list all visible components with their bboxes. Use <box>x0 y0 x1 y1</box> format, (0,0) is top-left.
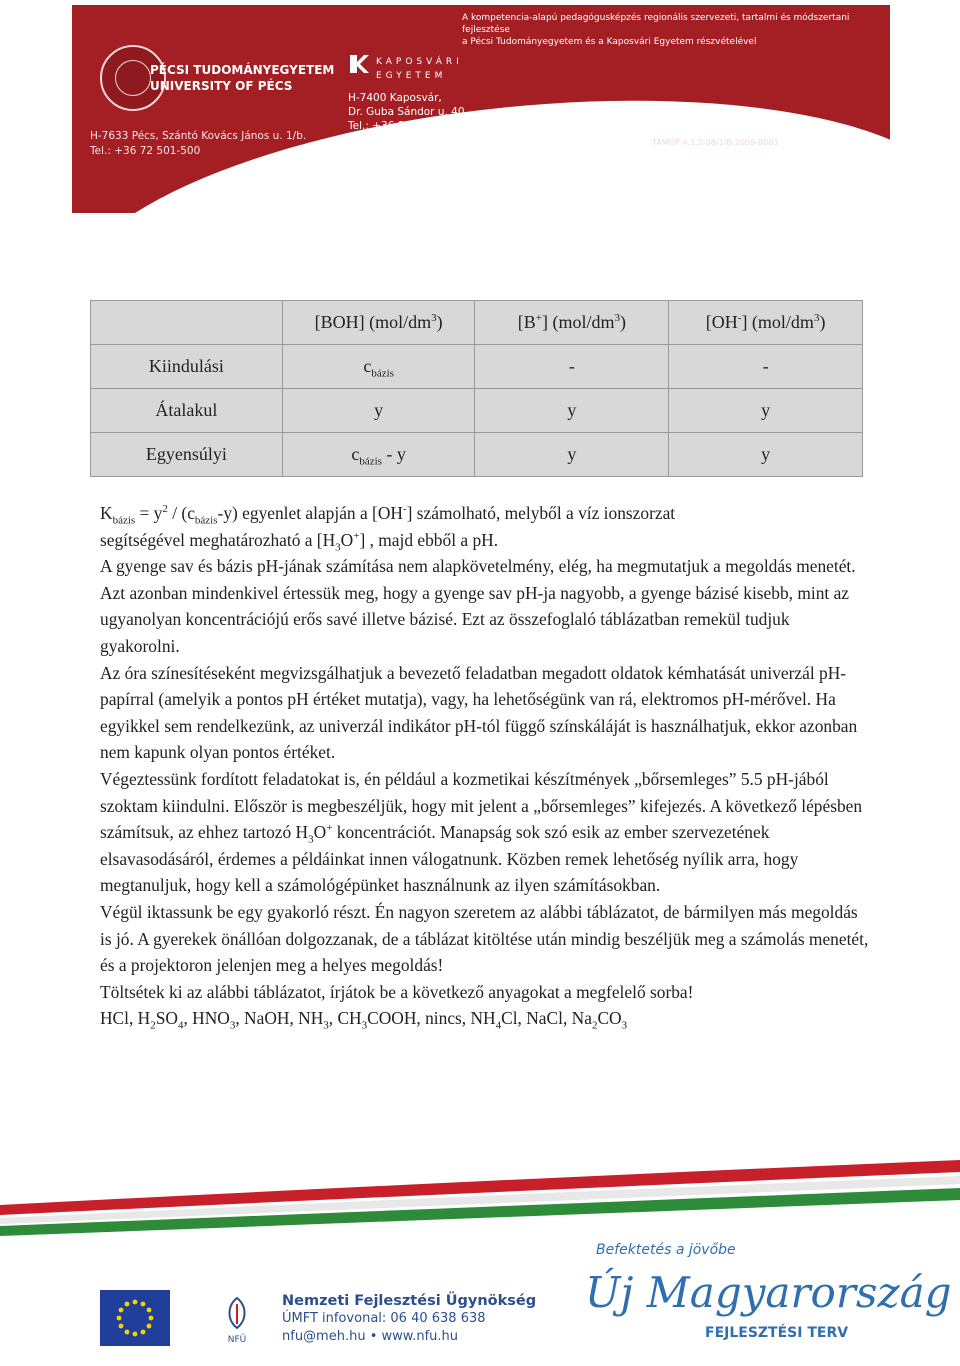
uj-magyarorszag-logo: Új Magyarország <box>585 1268 952 1317</box>
table-row <box>91 345 863 389</box>
table-row <box>91 433 863 477</box>
table-cell: y <box>282 389 475 433</box>
table-header-row <box>91 301 863 345</box>
table-cell: $c_{bázis}$ <box>282 345 475 389</box>
project-title-line2: a Pécsi Tudományegyetem és a Kaposvári Egyetem részvételével <box>462 37 757 47</box>
footer-flag-stripes <box>0 1160 960 1240</box>
nfu-block <box>282 1292 536 1346</box>
table-cell: $c_{bázis}$ - y <box>282 433 475 477</box>
table-cell: y <box>669 389 863 433</box>
chemical-list: HCl, $H_2SO_4$, $HNO_3$, NaOH, $NH_3$, $CH_3COOH$, nincs, $NH_4Cl$, NaCl, $Na_2CO_3$ <box>100 1008 628 1032</box>
paragraph: Töltsétek ki az alábbi táblázatot, írjátok be a következő anyagokat a megfelelő sorba! <box>100 981 694 1002</box>
table-header-cell: [BOH] $(mol/dm^3)$ <box>282 301 475 345</box>
eu-flag-icon <box>100 1290 170 1346</box>
row-label: Kiindulási <box>91 345 283 389</box>
table-row <box>91 389 863 433</box>
ke-address-line2: Dr. Guba Sándor u. 40. <box>348 106 468 118</box>
body-text <box>100 500 870 1032</box>
row-label: Átalakul <box>91 389 283 433</box>
nfu-title: Nemzeti Fejlesztési Ügynökség <box>282 1293 537 1309</box>
nfu-abbr: NFÜ <box>227 1335 247 1345</box>
project-code: TÁMOP-4.1.2-08/1/B-2009-0003 <box>652 138 779 147</box>
pte-name-hu: PÉCSI TUDOMÁNYEGYETEM <box>150 63 335 77</box>
table-cell: y <box>669 433 863 477</box>
kaposvari-logo-icon <box>348 53 370 75</box>
row-label: Egyensúlyi <box>91 433 283 477</box>
project-title-line1: A kompetencia-alapú pedagógusképzés regionális szervezeti, tartalmi és módszertani fejlesztése <box>462 13 850 35</box>
nfu-contact: nfu@meh.hu • www.nfu.hu <box>282 1329 459 1344</box>
table-header-cell: [B+] $(mol/dm^3)$ <box>475 301 669 345</box>
paragraph: Végeztessünk fordított feladatokat is, én például a kozmetikai készítmények „bőrsemleges” 5.5 pH-jából szoktam kiindulni. Először is megbeszéljük, hogy mit jelent a „bőrsemleges” kifejezés. A következő lépésben számítsuk, az ehhez tartozó $H_3O^+$ koncentrációt. Manapság sok szó esik az ember szervezetének elsavasodásáról, érdemes a példáinkat innen válogatnunk. Közben remek lehetőség nyílik arra, hogy megtanuljuk, hogy kell a számológépünket használnunk az ilyen számításokban. <box>100 768 863 896</box>
ke-phone: Tel.: +36 82 505-800 <box>348 120 459 132</box>
ke-name <box>376 55 463 83</box>
pte-name-en: UNIVERSITY OF PÉCS <box>150 79 293 93</box>
equilibrium-table <box>90 300 863 477</box>
table-cell: - <box>669 345 863 389</box>
table-cell: y <box>475 389 669 433</box>
table-header-cell <box>91 301 283 345</box>
pte-address-block <box>90 129 306 159</box>
fejlesztesi-terv: FEJLESZTÉSI TERV <box>705 1325 849 1341</box>
paragraph: Az óra színesítéseként megvizsgálhatjuk a bevezető feladatban megadott oldatok kémhatását univerzál pH-papírral (amelyik a pontos pH értéket mutatja), vagy, ha lehetőségünk van rá, elektromos pH-mérővel. Ha egyikkel sem rendelkezünk, az univerzál indikátor pH-tól függő színskáláját is használhatjuk, ekkor azonban nem kapunk olyan pontos értéket. <box>100 662 858 763</box>
pte-phone: Tel.: +36 72 501-500 <box>90 145 201 157</box>
paragraph: A gyenge sav és bázis pH-jának számítása nem alapkövetelmény, elég, ha megmutatjuk a megoldás menetét. Azt azonban mindenkivel értessük meg, hogy a gyenge sav pH-ja nagyobb, a gyenge bázisé kisebb, mint az ugyanolyan koncentrációjú erős savé illetve bázisé. Ezt az összefoglaló táblázatban remekül tudjuk gyakorolni. <box>100 556 856 656</box>
nfu-logo-icon <box>222 1296 252 1346</box>
header-banner <box>72 5 890 213</box>
slogan: Befektetés a jövőbe <box>596 1242 736 1258</box>
pte-name <box>150 62 334 94</box>
ke-address-line1: H-7400 Kaposvár, <box>348 92 442 104</box>
table-cell: y <box>475 433 669 477</box>
ke-name-line1: KAPOSVÁRI <box>376 57 463 67</box>
formula-paragraph: $K_{bázis} = y^2 / (c_{bázis}-y)$ egyenlet alapján a [OH-] számolható, melyből a víz ionszorzat segítségével meghatározható a $[H_3O^+]$ , majd ebből a pH. <box>100 503 676 554</box>
paragraph: Végül iktassunk be egy gyakorló részt. Én nagyon szeretem az alábbi táblázatot, de bármilyen más megoldás is jó. A gyerekek önállóan dolgozzanak, de a táblázat kitöltése után mindig beszéljük meg a számolás menetét, és a projektoron jelenjen meg a helyes megoldás! <box>100 901 869 976</box>
ke-address-block <box>348 91 468 133</box>
project-title <box>462 12 890 48</box>
ke-name-line2: EGYETEM <box>376 71 447 81</box>
table-header-cell: [OH-] $(mol/dm^3)$ <box>669 301 863 345</box>
table-cell: - <box>475 345 669 389</box>
pte-address: H-7633 Pécs, Szántó Kovács János u. 1/b. <box>90 130 307 142</box>
nfu-infoline: ÚMFT infovonal: 06 40 638 638 <box>282 1311 486 1326</box>
